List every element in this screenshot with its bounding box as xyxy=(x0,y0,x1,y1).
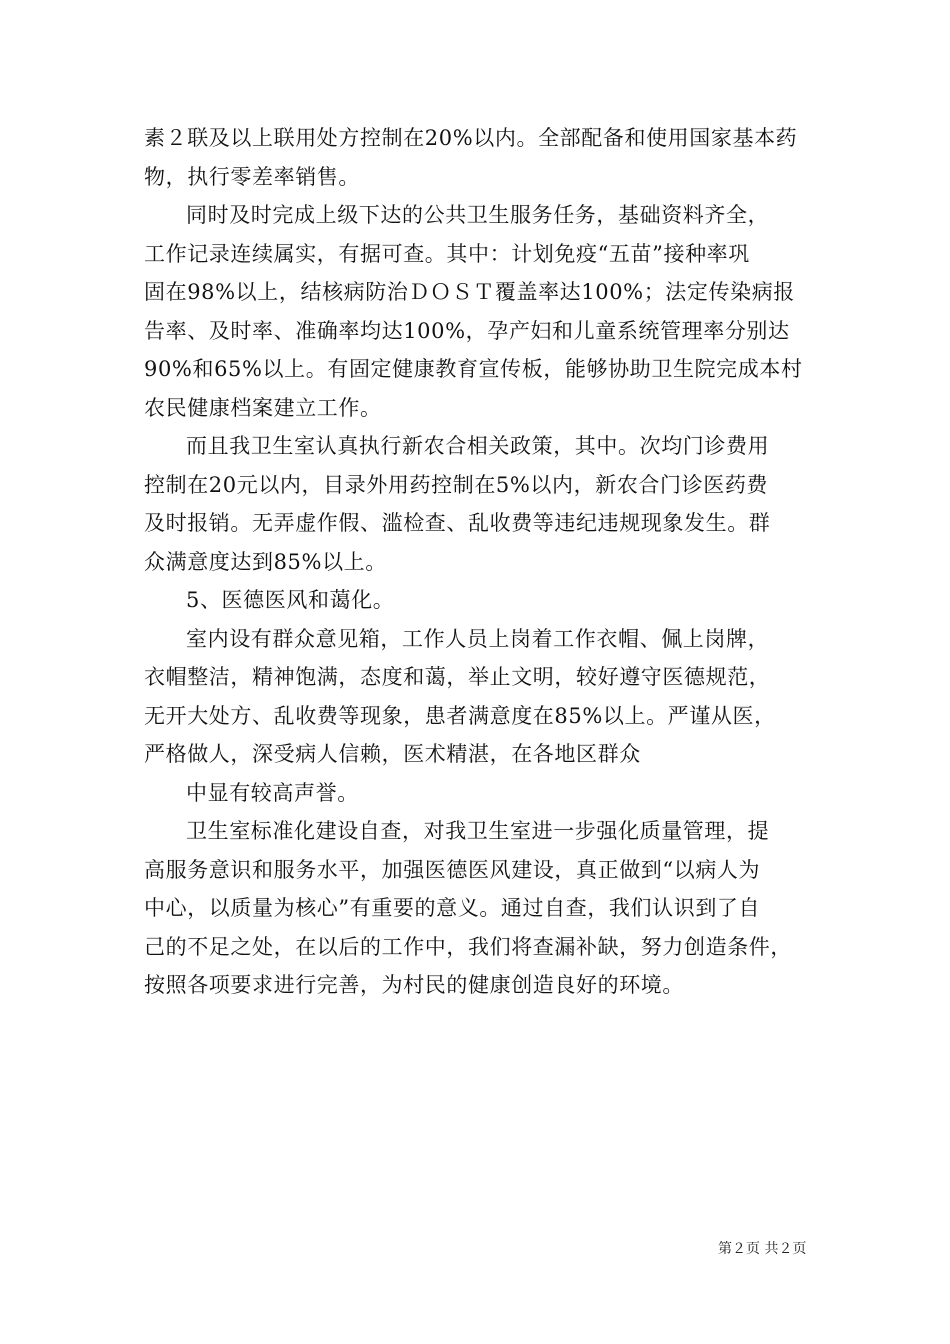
text-line: 农民健康档案建立工作。 xyxy=(144,396,382,420)
text-line: 固在98%以上，结核病防治ＤＯＳＴ覆盖率达100%；法定传染病报 xyxy=(144,280,795,304)
text-line: 控制在20元以内，目录外用药控制在5%以内，新农合门诊医药费 xyxy=(144,473,769,497)
text-line: 中心，以质量为核心”有重要的意义。通过自查，我们认识到了自 xyxy=(144,896,761,920)
page-number-footer: 第２页 共２页 xyxy=(718,1241,807,1257)
text-line: 衣帽整洁，精神饱满，态度和蔼，举止文明，较好遵守医德规范， xyxy=(144,665,771,689)
text-line: 工作记录连续属实，有据可查。其中：计划免疫“五苗”接种率巩 xyxy=(144,242,750,266)
text-line: 高服务意识和服务水平，加强医德医风建设，真正做到“以病人为 xyxy=(144,858,761,882)
paragraph-first-line: 中显有较高声誉。 xyxy=(186,781,359,805)
text-line: 严格做人，深受病人信赖，医术精湛，在各地区群众 xyxy=(144,742,641,766)
text-line: 众满意度达到85%以上。 xyxy=(144,550,387,574)
text-line: 物，执行零差率销售。 xyxy=(144,165,360,189)
text-line: 90%和65%以上。有固定健康教育宣传板，能够协助卫生院完成本村 xyxy=(144,357,803,381)
text-line: 无开大处方、乱收费等现象，患者满意度在85%以上。严谨从医， xyxy=(144,704,776,728)
paragraph-first-line: 室内设有群众意见箱，工作人员上岗着工作衣帽、佩上岗牌， xyxy=(186,627,770,651)
text-line: 告率、及时率、准确率均达100%，孕产妇和儿童系统管理率分别达 xyxy=(144,319,790,343)
paragraph-first-line: 同时及时完成上级下达的公共卫生服务任务，基础资料齐全， xyxy=(186,203,770,227)
paragraph-first-line: 而且我卫生室认真执行新农合相关政策，其中。次均门诊费用 xyxy=(186,434,770,458)
text-line: 己的不足之处，在以后的工作中，我们将查漏补缺，努力创造条件， xyxy=(144,935,792,959)
text-line: 及时报销。无弄虚作假、滥检查、乱收费等违纪违规现象发生。群 xyxy=(144,511,771,535)
paragraph-first-line: 卫生室标准化建设自查，对我卫生室进一步强化质量管理，提 xyxy=(186,819,770,843)
section-heading: 5、医德医风和蔼化。 xyxy=(186,588,395,612)
text-line: 按照各项要求进行完善，为村民的健康创造良好的环境。 xyxy=(144,973,684,997)
text-line: 素２联及以上联用处方控制在20%以内。全部配备和使用国家基本药 xyxy=(144,126,798,150)
